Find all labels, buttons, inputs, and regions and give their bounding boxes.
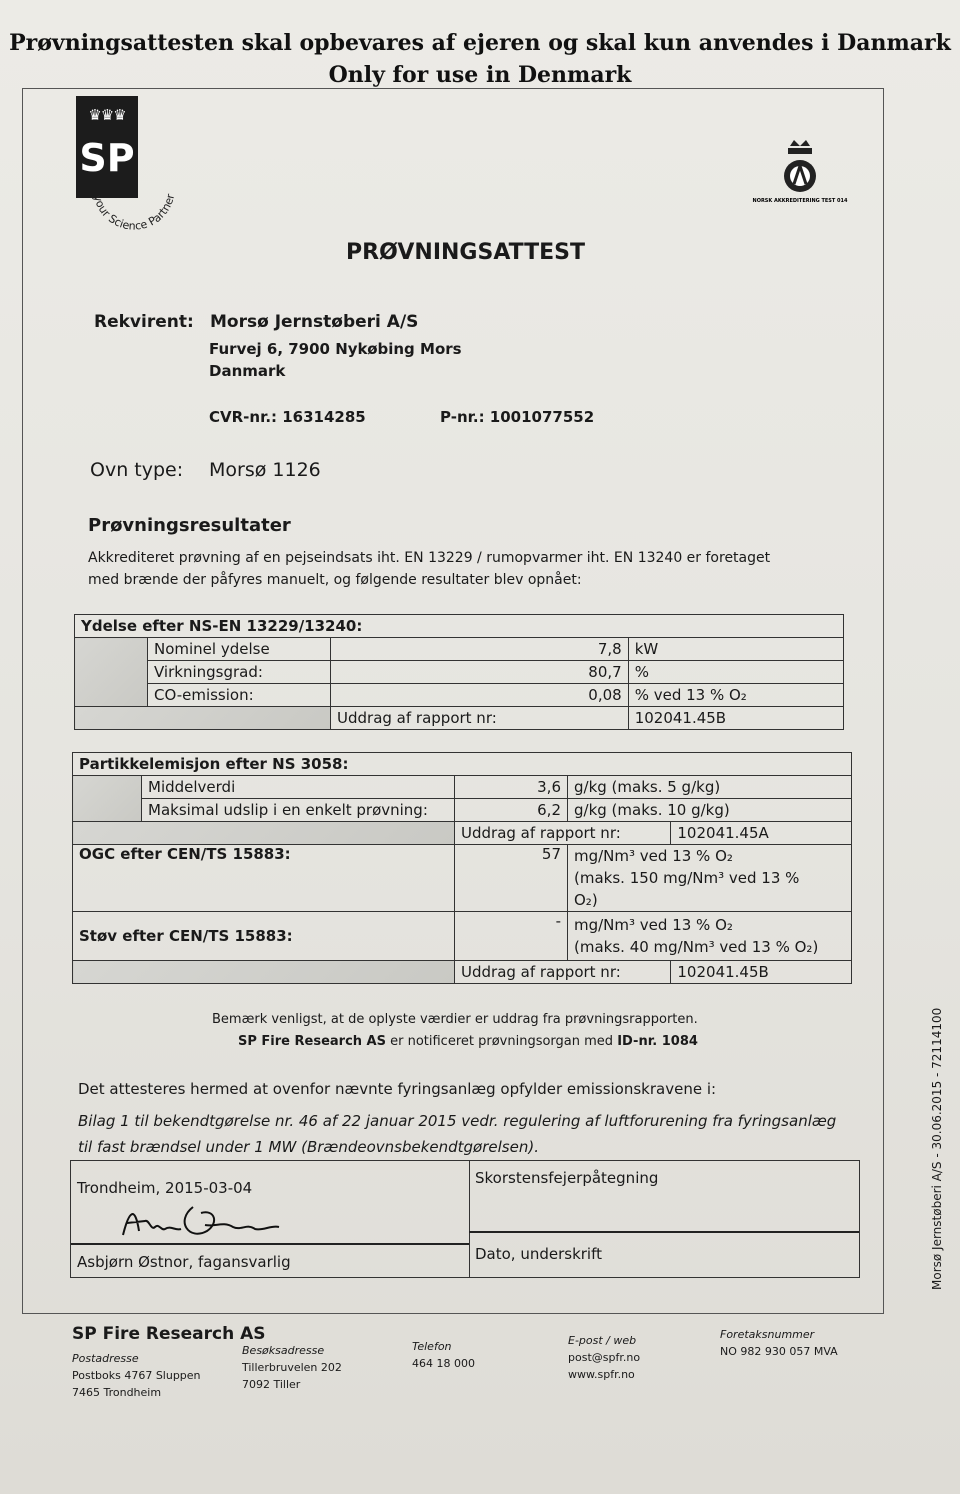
accreditation-logo [752, 138, 848, 214]
oven-type-label: Ovn type: [90, 459, 184, 481]
table-row: Nominel ydelse 7,8 kW [75, 638, 844, 661]
performance-table [74, 614, 844, 730]
p-number: P-nr.: 1001077552 [440, 408, 595, 426]
attest-regulation-2: til fast brændsel under 1 MW (Brændeovnsbekendtgørelsen). [78, 1138, 539, 1156]
emission-table-header: Partikkelemisjon efter NS 3058: [73, 753, 852, 776]
science-partner-tagline [88, 176, 184, 236]
chimney-sweep-endorsement: Skorstensfejerpåtegning [475, 1169, 659, 1187]
header-line-1: Prøvningsattesten skal opbevares af ejeren og skal kun anvendes i Danmark [9, 30, 951, 56]
requester-label: Rekvirent: [94, 312, 194, 332]
signature-place-date: Trondheim, 2015-03-04 [77, 1179, 253, 1197]
svg-text:NORSK AKKREDITERING TEST 014: NORSK AKKREDITERING TEST 014 [752, 198, 848, 204]
report-number: 102041.45A [671, 822, 852, 845]
requester-address-1: Furvej 6, 7900 Nykøbing Mors [209, 340, 462, 358]
requester-address-2: Danmark [209, 362, 286, 380]
handwritten-signature [115, 1201, 285, 1241]
report-number: 102041.45B [628, 707, 843, 730]
oven-type-value: Morsø 1126 [209, 459, 321, 481]
note-line-2: SP Fire Research AS er notificeret prøvningsorgan med ID-nr. 1084 [238, 1034, 698, 1049]
footer-post-address: Postadresse Postboks 4767 Sluppen 7465 Trondheim [72, 1352, 201, 1399]
crowns-icon: ♛♛♛ [88, 106, 126, 124]
dust-row: Støv efter CEN/TS 15883: - mg/Nm³ ved 13 % O₂ (maks. 40 mg/Nm³ ved 13 % O₂) [73, 912, 852, 961]
header-line-2: Only for use in Denmark [328, 62, 632, 88]
crown-icon [790, 140, 810, 146]
table-row: Virkningsgrad: 80,7 % [75, 661, 844, 684]
table-row: Middelverdi 3,6 g/kg (maks. 5 g/kg) [73, 776, 852, 799]
results-intro-1: Akkrediteret prøvning af en pejseindsats iht. EN 13229 / rumopvarmer iht. EN 13240 er foretaget [88, 550, 771, 566]
report-row: Uddrag af rapport nr: 102041.45B [73, 961, 852, 984]
table-row: Maksimal udslip i en enkelt prøvning: 6,2 g/kg (maks. 10 g/kg) [73, 799, 852, 822]
signature-box [70, 1160, 860, 1278]
sp-logo: ♛♛♛ SP [76, 96, 138, 198]
cvr-number: CVR-nr.: 16314285 [209, 408, 366, 426]
requester-name: Morsø Jernstøberi A/S [210, 312, 419, 332]
results-intro-2: med brænde der påfyres manuelt, og følgende resultater blev opnået: [88, 572, 582, 588]
table-row: CO-emission: 0,08 % ved 13 % O₂ [75, 684, 844, 707]
attest-regulation-1: Bilag 1 til bekendtgørelse nr. 46 af 22 januar 2015 vedr. regulering af luftforurening fra fyringsanlæg [78, 1112, 837, 1130]
footer-org-number: Foretaksnummer NO 982 930 057 MVA [720, 1328, 838, 1358]
report-row: Uddrag af rapport nr: 102041.45A [73, 822, 852, 845]
signer-name: Asbjørn Østnor, fagansvarlig [77, 1253, 291, 1271]
report-number: 102041.45B [671, 961, 852, 984]
footer-phone: Telefon 464 18 000 [412, 1340, 475, 1370]
results-heading: Prøvningsresultater [88, 515, 291, 536]
page-title: PRØVNINGSATTEST [346, 240, 586, 265]
svg-text:your Science Partner: your Science Partner [90, 192, 178, 233]
ogc-row: OGC efter CEN/TS 15883: 57 mg/Nm³ ved 13 % O₂ (maks. 150 mg/Nm³ ved 13 % O₂) [73, 845, 852, 912]
attest-line: Det attesteres hermed at ovenfor nævnte fyringsanlæg opfylder emissionskravene i: [78, 1080, 717, 1098]
footer-visit-address: Besøksadresse Tillerbruvelen 202 7092 Tiller [242, 1344, 342, 1391]
report-row: Uddrag af rapport nr: 102041.45B [75, 707, 844, 730]
footer-web: E-post / web post@spfr.no www.spfr.no [568, 1334, 641, 1381]
emission-table [72, 752, 852, 984]
performance-table-header: Ydelse efter NS-EN 13229/13240: [75, 615, 844, 638]
footer-company: SP Fire Research AS [72, 1324, 266, 1344]
side-stamp: Morsø Jernstøberi A/S - 30.06.2015 - 72114100 [930, 1007, 944, 1290]
date-signature-label: Dato, underskrift [475, 1245, 603, 1263]
note-line-1: Bemærk venligst, at de oplyste værdier er uddrag fra prøvningsrapporten. [212, 1012, 698, 1027]
